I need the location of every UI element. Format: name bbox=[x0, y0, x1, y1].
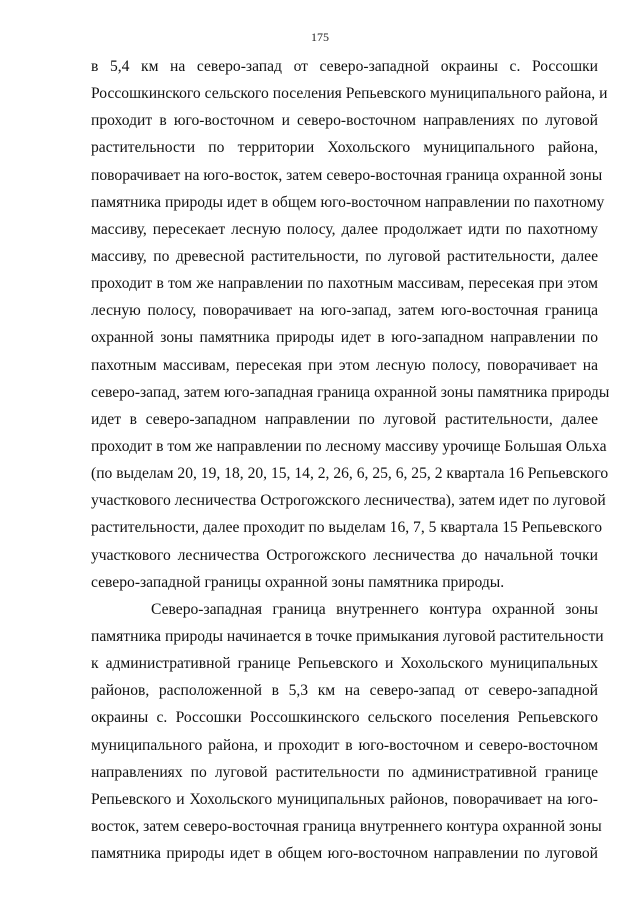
text-line: проходит в юго-восточном и северо-восточном направлениях по луговой bbox=[91, 112, 598, 130]
text-line: проходит в том же направлении по пахотным массивам, пересекая при этом bbox=[91, 275, 598, 293]
text-line: направлениях по луговой растительности по административной границе bbox=[91, 763, 598, 781]
text-line: восток, затем северо-восточная граница внутреннего контура охранной зоны bbox=[91, 817, 602, 835]
text-line: районов, расположенной в 5,3 км на северо-запад от северо-западной bbox=[91, 682, 598, 700]
text-line: массиву, пересекает лесную полосу, далее продолжает идти по пахотному bbox=[91, 220, 598, 238]
text-line: массиву, по древесной растительности, по луговой растительности, далее bbox=[91, 247, 598, 265]
text-line: окраины с. Россошки Россошкинского сельского поселения Репьевского bbox=[91, 709, 598, 727]
page-number: 175 bbox=[311, 30, 329, 44]
text-line: проходит в том же направлении по лесному массиву урочище Большая Ольха bbox=[91, 437, 607, 455]
text-line: пахотным массивам, пересекая при этом лесную полосу, поворачивает на bbox=[91, 356, 598, 374]
paragraph-2 bbox=[91, 596, 604, 867]
text-line: участкового лесничества Острогожского лесничества), затем идет по луговой bbox=[91, 492, 606, 510]
text-line: поворачивает на юго-восток, затем северо-восточная граница охранной зоны bbox=[91, 166, 603, 184]
text-line: памятника природы начинается в точке примыкания луговой растительности bbox=[91, 627, 604, 645]
text-line: (по выделам 20, 19, 18, 20, 15, 14, 2, 26, 6, 25, 6, 25, 2 квартала 16 Репьевского bbox=[91, 465, 609, 483]
text-line: растительности по территории Хохольского муниципального района, bbox=[91, 139, 598, 157]
body-text bbox=[91, 53, 610, 867]
text-line: Россошкинского сельского поселения Репьевского муниципального района, и bbox=[91, 85, 608, 103]
text-line: северо-запад, затем юго-западная граница охранной зоны памятника природы bbox=[91, 383, 610, 401]
text-line: участкового лесничества Острогожского лесничества до начальной точки bbox=[91, 546, 598, 564]
text-line: идет в северо-западном направлении по луговой растительности, далее bbox=[91, 410, 598, 428]
text-line: лесную полосу, поворачивает на юго-запад, затем юго-восточная граница bbox=[91, 302, 598, 320]
text-line: памятника природы идет в общем юго-восточном направлении по пахотному bbox=[91, 193, 605, 211]
paragraph-1 bbox=[91, 53, 610, 596]
text-line: памятника природы идет в общем юго-восточном направлении по луговой bbox=[91, 845, 598, 863]
text-line: в 5,4 км на северо-запад от северо-западной окраины с. Россошки bbox=[91, 58, 598, 75]
text-line: охранной зоны памятника природы идет в юго-западном направлении по bbox=[91, 329, 598, 347]
text-line: Северо-западная граница внутреннего контура охранной зоны bbox=[151, 600, 598, 618]
text-line: муниципального района, и проходит в юго-восточном и северо-восточном bbox=[91, 736, 598, 754]
text-line: растительности, далее проходит по выделам 16, 7, 5 квартала 15 Репьевского bbox=[91, 519, 603, 537]
text-line: к административной границе Репьевского и Хохольского муниципальных bbox=[91, 655, 598, 673]
text-line: Репьевского и Хохольского муниципальных районов, поворачивает на юго- bbox=[91, 790, 598, 808]
text-line: северо-западной границы охранной зоны памятника природы. bbox=[91, 573, 505, 591]
